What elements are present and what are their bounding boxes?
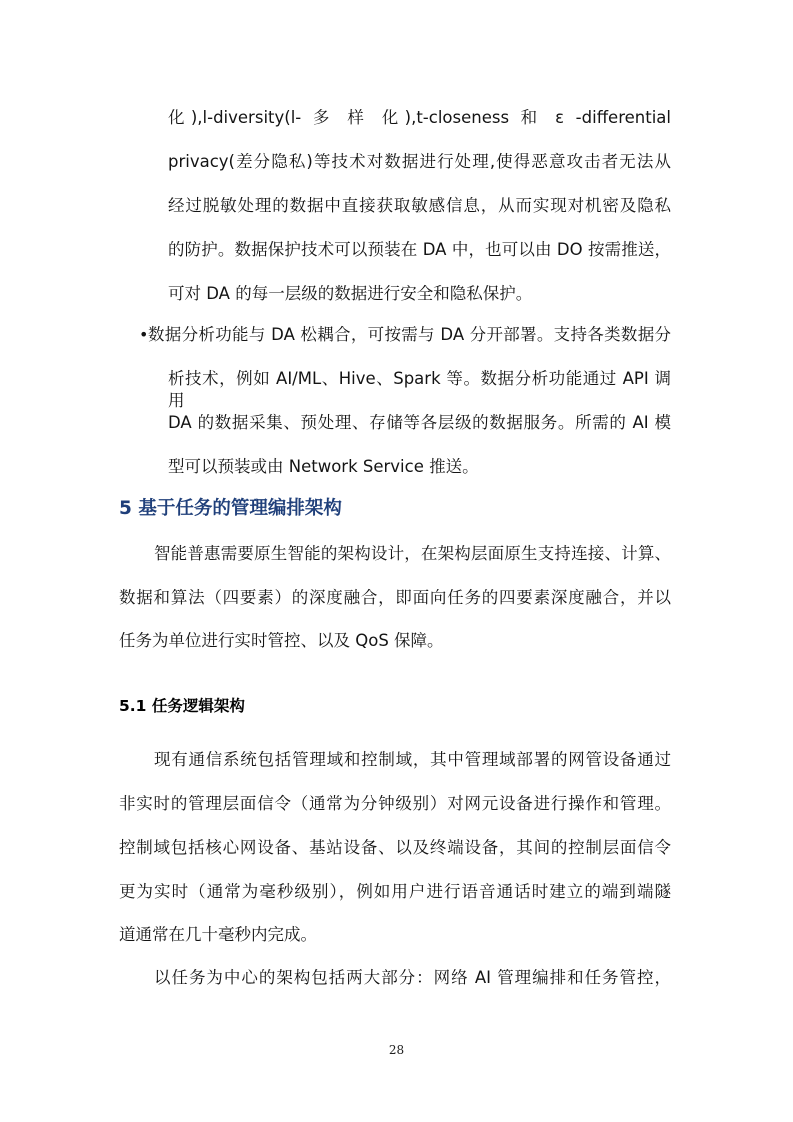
paragraph-line: 以任务为中心的架构包括两大部分：网络 AI 管理编排和任务管控，: [154, 968, 671, 987]
paragraph-line: 数据和算法（四要素）的深度融合，即面向任务的四要素深度融合，并以: [119, 588, 671, 607]
paragraph-line: 更为实时（通常为毫秒级别），例如用户进行语音通话时建立的端到端隧: [119, 882, 671, 901]
bullet-text-line: DA 的数据采集、预处理、存储等各层级的数据服务。所需的 AI 模: [168, 413, 671, 432]
paragraph-line: 智能普惠需要原生智能的架构设计，在架构层面原生支持连接、计算、: [154, 544, 671, 563]
body-text-line: privacy(差分隐私)等技术对数据进行处理,使得恶意攻击者无法从: [168, 152, 671, 171]
paragraph-line: 控制域包括核心网设备、基站设备、以及终端设备，其间的控制层面信令: [119, 838, 671, 857]
paragraph-line: 非实时的管理层面信令（通常为分钟级别）对网元设备进行操作和管理。: [119, 794, 671, 813]
bullet-text-line: 析技术，例如 AI/ML、Hive、Spark 等。数据分析功能通过 API 调用: [168, 369, 671, 410]
subsection-heading: 5.1 任务逻辑架构: [119, 697, 245, 715]
bullet-marker: •: [139, 325, 149, 344]
body-text-line: 的防护。数据保护技术可以预装在 DA 中，也可以由 DO 按需推送，: [168, 240, 671, 259]
bullet-text-line: 数据分析功能与 DA 松耦合，可按需与 DA 分开部署。支持各类数据分: [148, 325, 671, 344]
paragraph-line: 道通常在几十毫秒内完成。: [119, 925, 317, 944]
page-number: 28: [388, 1043, 405, 1057]
body-text-line: 可对 DA 的每一层级的数据进行安全和隐私保护。: [168, 284, 533, 303]
bullet-text-line: 型可以预装或由 Network Service 推送。: [168, 457, 479, 476]
paragraph-line: 任务为单位进行实时管控、以及 QoS 保障。: [119, 631, 444, 650]
paragraph-line: 现有通信系统包括管理域和控制域，其中管理域部署的网管设备通过: [154, 750, 671, 769]
body-text-line: 化),l-diversity(l- 多 样 化),t-closeness 和 ε -differential: [168, 108, 671, 127]
body-text-line: 经过脱敏处理的数据中直接获取敏感信息，从而实现对机密及隐私: [168, 196, 671, 215]
section-heading: 5 基于任务的管理编排架构: [119, 498, 342, 519]
